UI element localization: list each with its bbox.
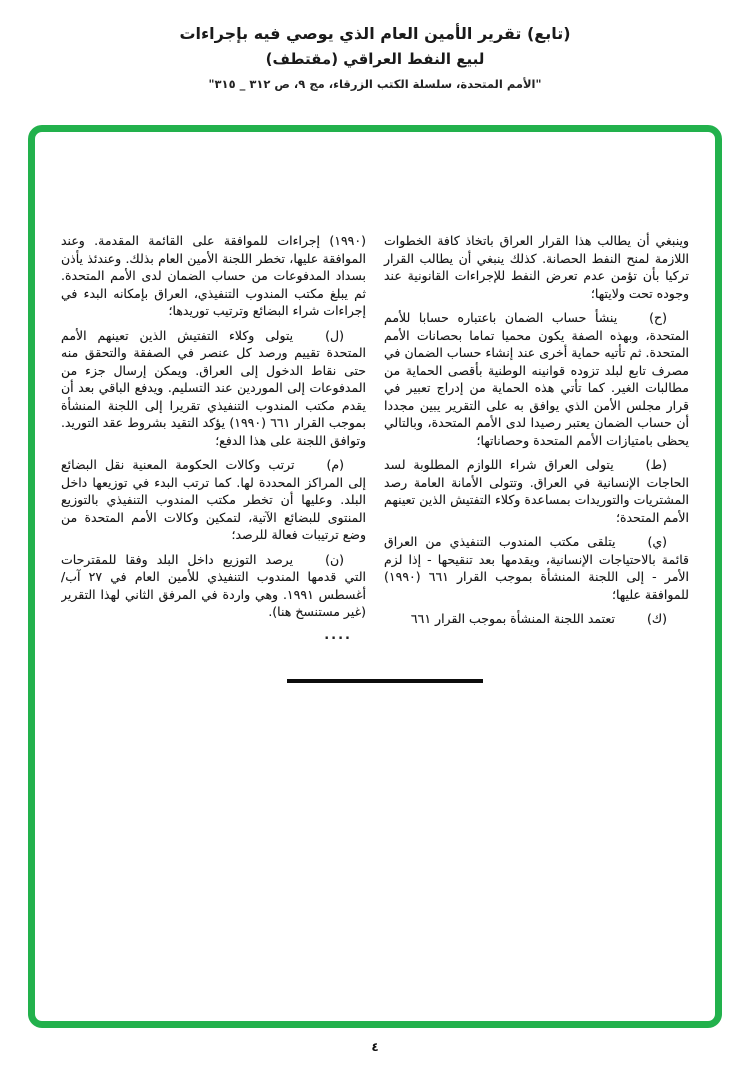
- paragraph-text: ينشأ حساب الضمان باعتباره حسابا للأمم المتحدة، وبهذه الصفة يكون محميا تماما بحصانات الأمم المتحدة. ثم تأتيه حماية أخرى عند إنشاء حساب الضمان في مصرف تابع لبلد تزوده قوانينه الوطنية بأقصى الحماية من مطالبات الغير. كما تأتي هذه الحماية من إدراج تعبير في قرار مجلس الأمن الذي يوافق به على التقرير يبين مجددا أن حساب الضمان يعتبر رصيدا لدى الأمم المتحدة، وبالتالي يحظى بامتيازات الأمم المتحدة وحصاناتها؛: [384, 310, 689, 448]
- paragraph-label: (ك): [646, 611, 667, 626]
- paragraph-continuation: (١٩٩٠) إجراءات للموافقة على القائمة المقدمة. وعند الموافقة عليها، تخطر اللجنة الأمين العام بذلك. وعندئذ يأذن بسداد المدفوعات من حساب الضمان لدى الأمم المتحدة. ثم يبلغ مكتب المندوب التنفيذي، العراق بإمكانه البدء في إجراءات شراء البضائع وترتيب توريدها؛: [61, 233, 366, 318]
- paragraph-label: (ط): [645, 457, 667, 472]
- column-right: [384, 232, 689, 707]
- paragraph-text: يتولى العراق شراء اللوازم المطلوبة لسد الحاجات الإنسانية في العراق. وتتولى الأمانة العامة رصد المشتريات والتوريدات بمساعدة وكلاء التفتيش الذين تعينهم الأمم المتحدة؛: [384, 457, 689, 525]
- page-number: ٤: [371, 1040, 379, 1054]
- paragraph-y: [384, 533, 689, 603]
- ellipsis-dots: ....: [324, 627, 352, 643]
- column-left: [61, 232, 366, 707]
- paragraph-m: [61, 456, 366, 544]
- paragraph-n: [61, 551, 366, 621]
- paragraph-h: [384, 309, 689, 449]
- paragraph-label: (ن): [325, 551, 344, 567]
- paragraph-text: ترتب وكالات الحكومة المعنية نقل البضائع إلى المراكز المحددة لها. كما ترتب البدء في توزيعها داخل البلد. وعليها أن تخطر مكتب المندوب التنفيذي بالتوزيع المنتوى للبضائع الآتية، لتمكين وكالات الأمم المتحدة من وضع ترتيبات فعالة للرصد؛: [61, 457, 366, 542]
- paragraph-label: (م): [326, 457, 344, 472]
- paragraph-text: تعتمد اللجنة المنشأة بموجب القرار ٦٦١: [410, 611, 615, 626]
- paragraph-label: (ح): [649, 310, 667, 325]
- green-border-frame: [28, 125, 722, 1028]
- paragraph-text: يتلقى مكتب المندوب التنفيذي من العراق قائمة بالاحتياجات الإنسانية، ويقدمها بعد تنقيحها - إذا لزم الأمر - إلى اللجنة المنشأة بموجب القرار ٦٦١ (١٩٩٠) للموافقة عليها؛: [384, 534, 689, 602]
- paragraph-label: (ل): [325, 327, 344, 343]
- paragraph-text: يرصد التوزيع داخل البلد وفقا للمقترحات التي قدمها المندوب التنفيذي للأمين العام في ٢٧ آب/ أغسطس ١٩٩١. وهي واردة في المرفق الثاني لهذا التقرير (غير مستنسخ هنا).: [61, 551, 366, 619]
- paragraph-k: [384, 610, 689, 628]
- title-line-1: (تابع) تقرير الأمين العام الذي يوصي فيه بإجراءات: [179, 24, 571, 43]
- paragraph-text: يتولى وكلاء التفتيش الذين تعينهم الأمم المتحدة تقييم ورصد كل عنصر في الصفقة والتحقق منه حتى نقاط الدخول إلى العراق. ويمكن إرسال جزء من المدفوعات إلى الموردين عند التسليم. ويدفع الباقي بعد أن يقدم مكتب المندوب التنفيذي تقريرا إلى اللجنة المنشأة بموجب القرار ٦٦١ (١٩٩٠) يؤكد التقيد بشروط عقد التوريد. وتوافق اللجنة على هذا الدفع؛: [61, 327, 366, 448]
- document-header: [0, 24, 750, 91]
- paragraph-t: [384, 456, 689, 526]
- paragraph-continuation: وينبغي أن يطالب هذا القرار العراق باتخاذ كافة الخطوات اللازمة لمنح النفط الحصانة. كذلك ينبغي أن يطالب القرار تركيا بأن تؤمن عدم تعرض النفط للإجراءات القانونية عند وجوده تحت ولايتها؛: [384, 233, 689, 301]
- separator-rule: [287, 679, 483, 683]
- source-citation-line: "الأمم المتحدة، سلسلة الكتب الزرقاء، مج ٩، ص ٣١٢ _ ٣١٥": [208, 77, 542, 91]
- two-column-text-block: [61, 232, 689, 707]
- paragraph-l: [61, 327, 366, 450]
- paragraph-label: (ي): [647, 534, 667, 549]
- title-line-2: لبيع النفط العراقي (مقتطف): [265, 50, 485, 68]
